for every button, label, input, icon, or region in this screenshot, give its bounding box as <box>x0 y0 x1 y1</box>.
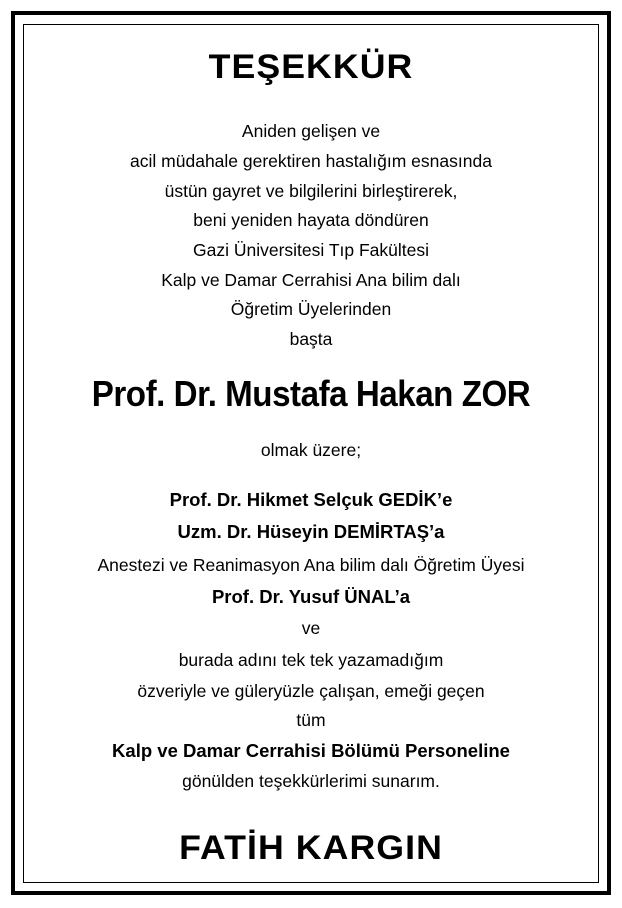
closing-line-4: tüm <box>296 710 326 730</box>
closing-line-1: ve <box>301 618 321 638</box>
doctor-name-1: Prof. Dr. Hikmet Selçuk GEDİK’e <box>169 489 453 510</box>
department-line: Anestezi ve Reanimasyon Ana bilim dalı Öğretim Üyesi <box>97 555 525 575</box>
olmak-uzere-line: olmak üzere; <box>260 440 362 460</box>
intro-line-8: başta <box>289 329 333 349</box>
signature-name: FATİH KARGIN <box>179 829 443 867</box>
intro-line-7: Öğretim Üyelerinden <box>230 299 392 319</box>
doctor-name-3: Prof. Dr. Yusuf ÜNAL’a <box>211 586 411 607</box>
staff-line: Kalp ve Damar Cerrahisi Bölümü Personeline <box>112 740 510 761</box>
intro-line-1: Aniden gelişen ve <box>241 121 381 141</box>
closing-line-2: burada adını tek tek yazamadığım <box>178 650 444 670</box>
intro-line-5: Gazi Üniversitesi Tıp Fakültesi <box>192 240 429 260</box>
announcement-title: TEŞEKKÜR <box>208 48 414 86</box>
closing-line-3: özveriyle ve güleryüzle çalışan, emeği geçen <box>137 681 485 701</box>
intro-line-3: üstün gayret ve bilgilerini birleştirerek, <box>164 181 458 201</box>
intro-line-6: Kalp ve Damar Cerrahisi Ana bilim dalı <box>161 270 461 290</box>
main-doctor-name: Prof. Dr. Mustafa Hakan ZOR <box>91 373 531 414</box>
intro-line-4: beni yeniden hayata döndüren <box>193 210 429 230</box>
thanks-line: gönülden teşekkürlerimi sunarım. <box>182 771 440 791</box>
doctor-name-2: Uzm. Dr. Hüseyin DEMİRTAŞ’a <box>177 521 445 542</box>
intro-line-2: acil müdahale gerektiren hastalığım esnasında <box>130 151 492 171</box>
